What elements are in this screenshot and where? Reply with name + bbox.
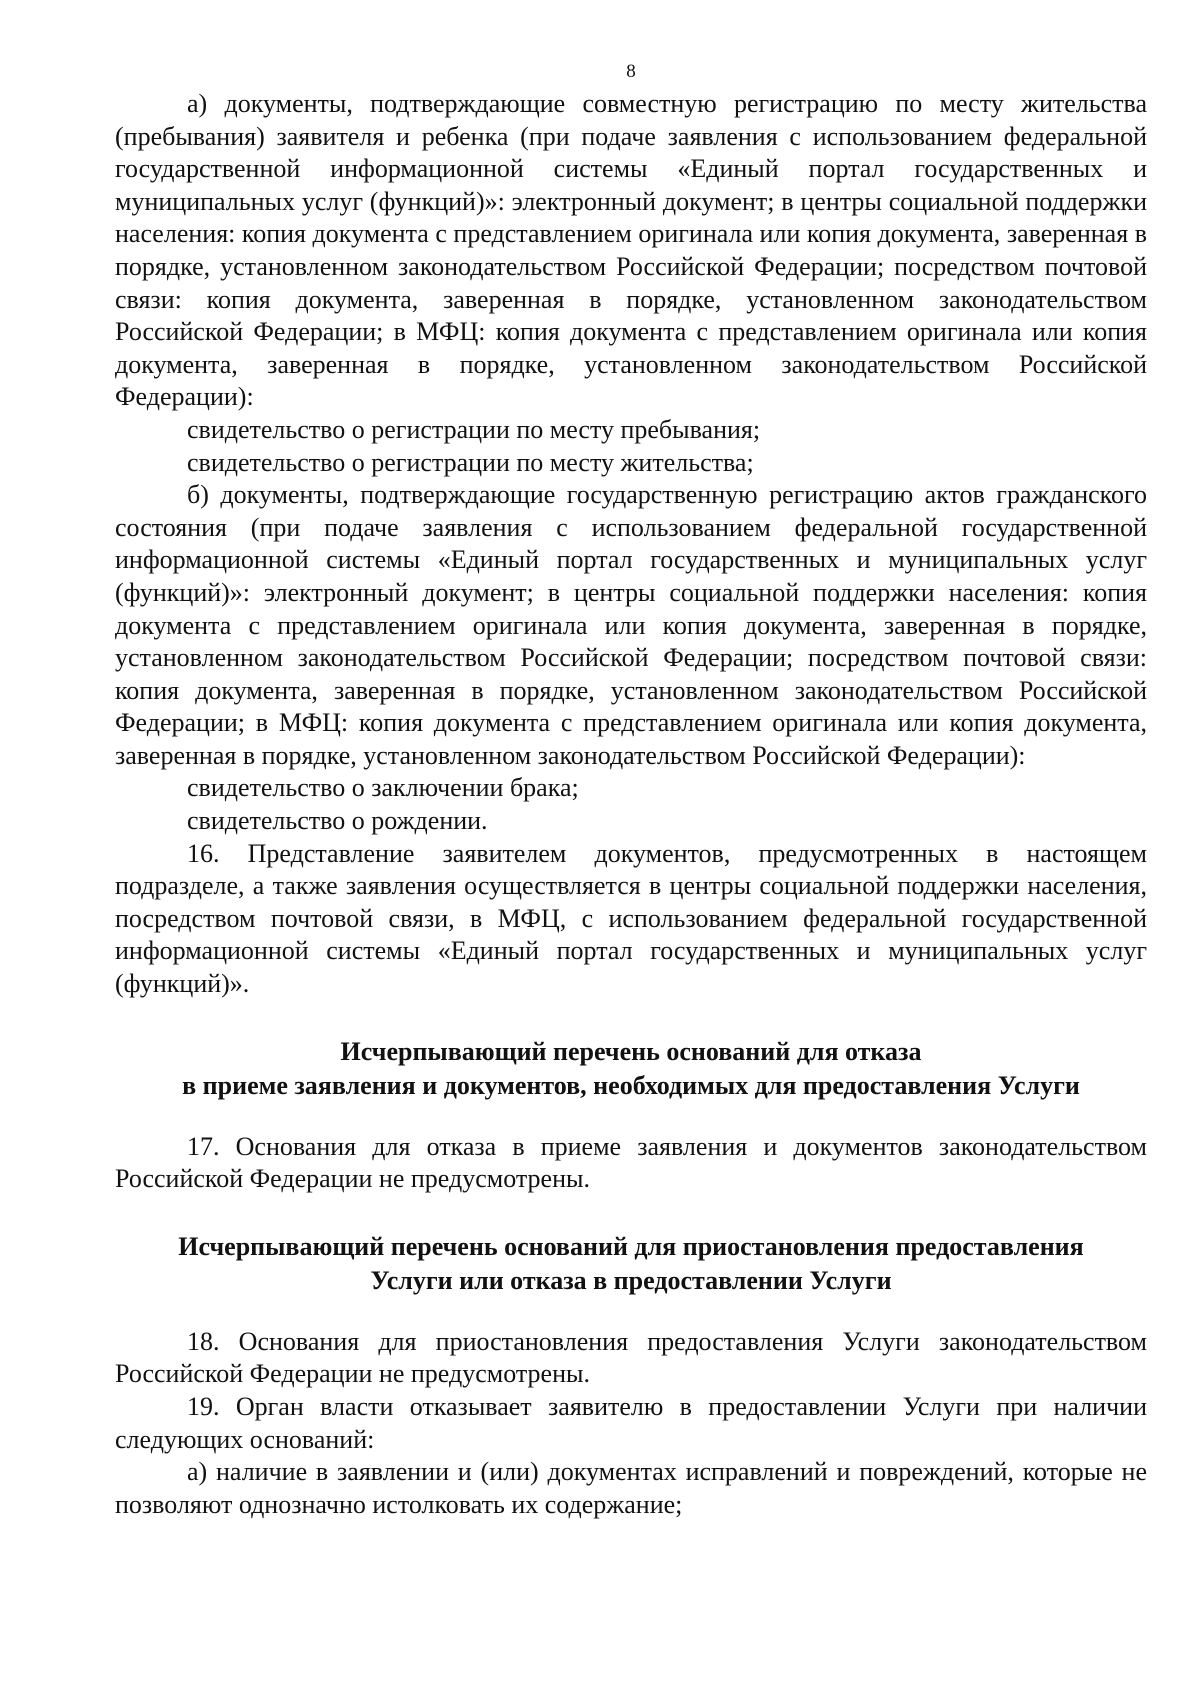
paragraph-15a-documents-registration: а) документы, подтверждающие совместную регистрацию по месту жительства (пребывания) заявителя и ребенка (при подаче заявления с использованием федеральной государственной информационной системы «Единый портал государственных и муниципальных услуг (функций)»: электронный документ; в центры социальной поддержки населения: копия документа с представлением оригинала или копия документа, заверенная в порядке, установленном законодательством Российской Федерации; посредством почтовой связи: копия документа, заверенная в порядке, установленном законодательством Российской Федерации; в МФЦ: копия документа с представлением оригинала или копия документа, заверенная в порядке, установленном законодательством Российской Федерации): <box>115 89 1147 412</box>
heading-line: Услуги или отказа в предоставлении Услуги <box>370 1265 892 1295</box>
document-page <box>115 60 1147 1521</box>
paragraph-16-submission: 16. Представление заявителем документов, предусмотренных в настоящем подразделе, а также заявления осуществляется в центры социальной поддержки населения, посредством почтовой связи, в МФЦ, с использованием федеральной государственной информационной системы «Единый портал государственных и муниципальных услуг (функций)». <box>115 838 1147 999</box>
paragraph-19-refusal-grounds: 19. Орган власти отказывает заявителю в предоставлении Услуги при наличии следующих оснований: <box>115 1392 1147 1454</box>
list-item-certificate-temporary-registration: свидетельство о регистрации по месту пребывания; <box>187 414 761 444</box>
paragraph-19a-corrections-damage: а) наличие в заявлении и (или) документах исправлений и повреждений, которые не позволяют однозначно истолковать их содержание; <box>115 1457 1147 1519</box>
paragraph-17-no-refusal-grounds: 17. Основания для отказа в приеме заявления и документов законодательством Российской Федерации не предусмотрены. <box>115 1131 1147 1194</box>
section-heading-suspension-refusal <box>115 1230 1147 1298</box>
list-item-birth-certificate: свидетельство о рождении. <box>187 806 488 836</box>
paragraph-18-no-suspension-grounds: 18. Основания для приостановления предоставления Услуги законодательством Российской Федерации не предусмотрены. <box>115 1326 1147 1389</box>
heading-line: в приеме заявления и документов, необходимых для предоставления Услуги <box>182 1070 1080 1100</box>
paragraph-15b-civil-status-documents: б) документы, подтверждающие государственную регистрацию актов гражданского состояния (при подаче заявления с использованием федеральной государственной информационной системы «Единый портал государственных и муниципальных услуг (функций)»: электронный документ; в центры социальной поддержки населения: копия документа с представлением оригинала или копия документа, заверенная в порядке, установленном законодательством Российской Федерации; посредством почтовой связи: копия документа, заверенная в порядке, установленном законодательством Российской Федерации; в МФЦ: копия документа с представлением оригинала или копия документа, заверенная в порядке, установленном законодательством Российской Федерации): <box>115 480 1147 770</box>
list-item-marriage-certificate: свидетельство о заключении брака; <box>187 773 579 803</box>
heading-line: Исчерпывающий перечень оснований для отказа <box>340 1036 922 1066</box>
section-heading-refusal-reception <box>115 1035 1147 1103</box>
page-number: 8 <box>626 61 636 82</box>
heading-line: Исчерпывающий перечень оснований для приостановления предоставления <box>178 1231 1084 1261</box>
list-item-certificate-permanent-registration: свидетельство о регистрации по месту жительства; <box>187 447 754 477</box>
